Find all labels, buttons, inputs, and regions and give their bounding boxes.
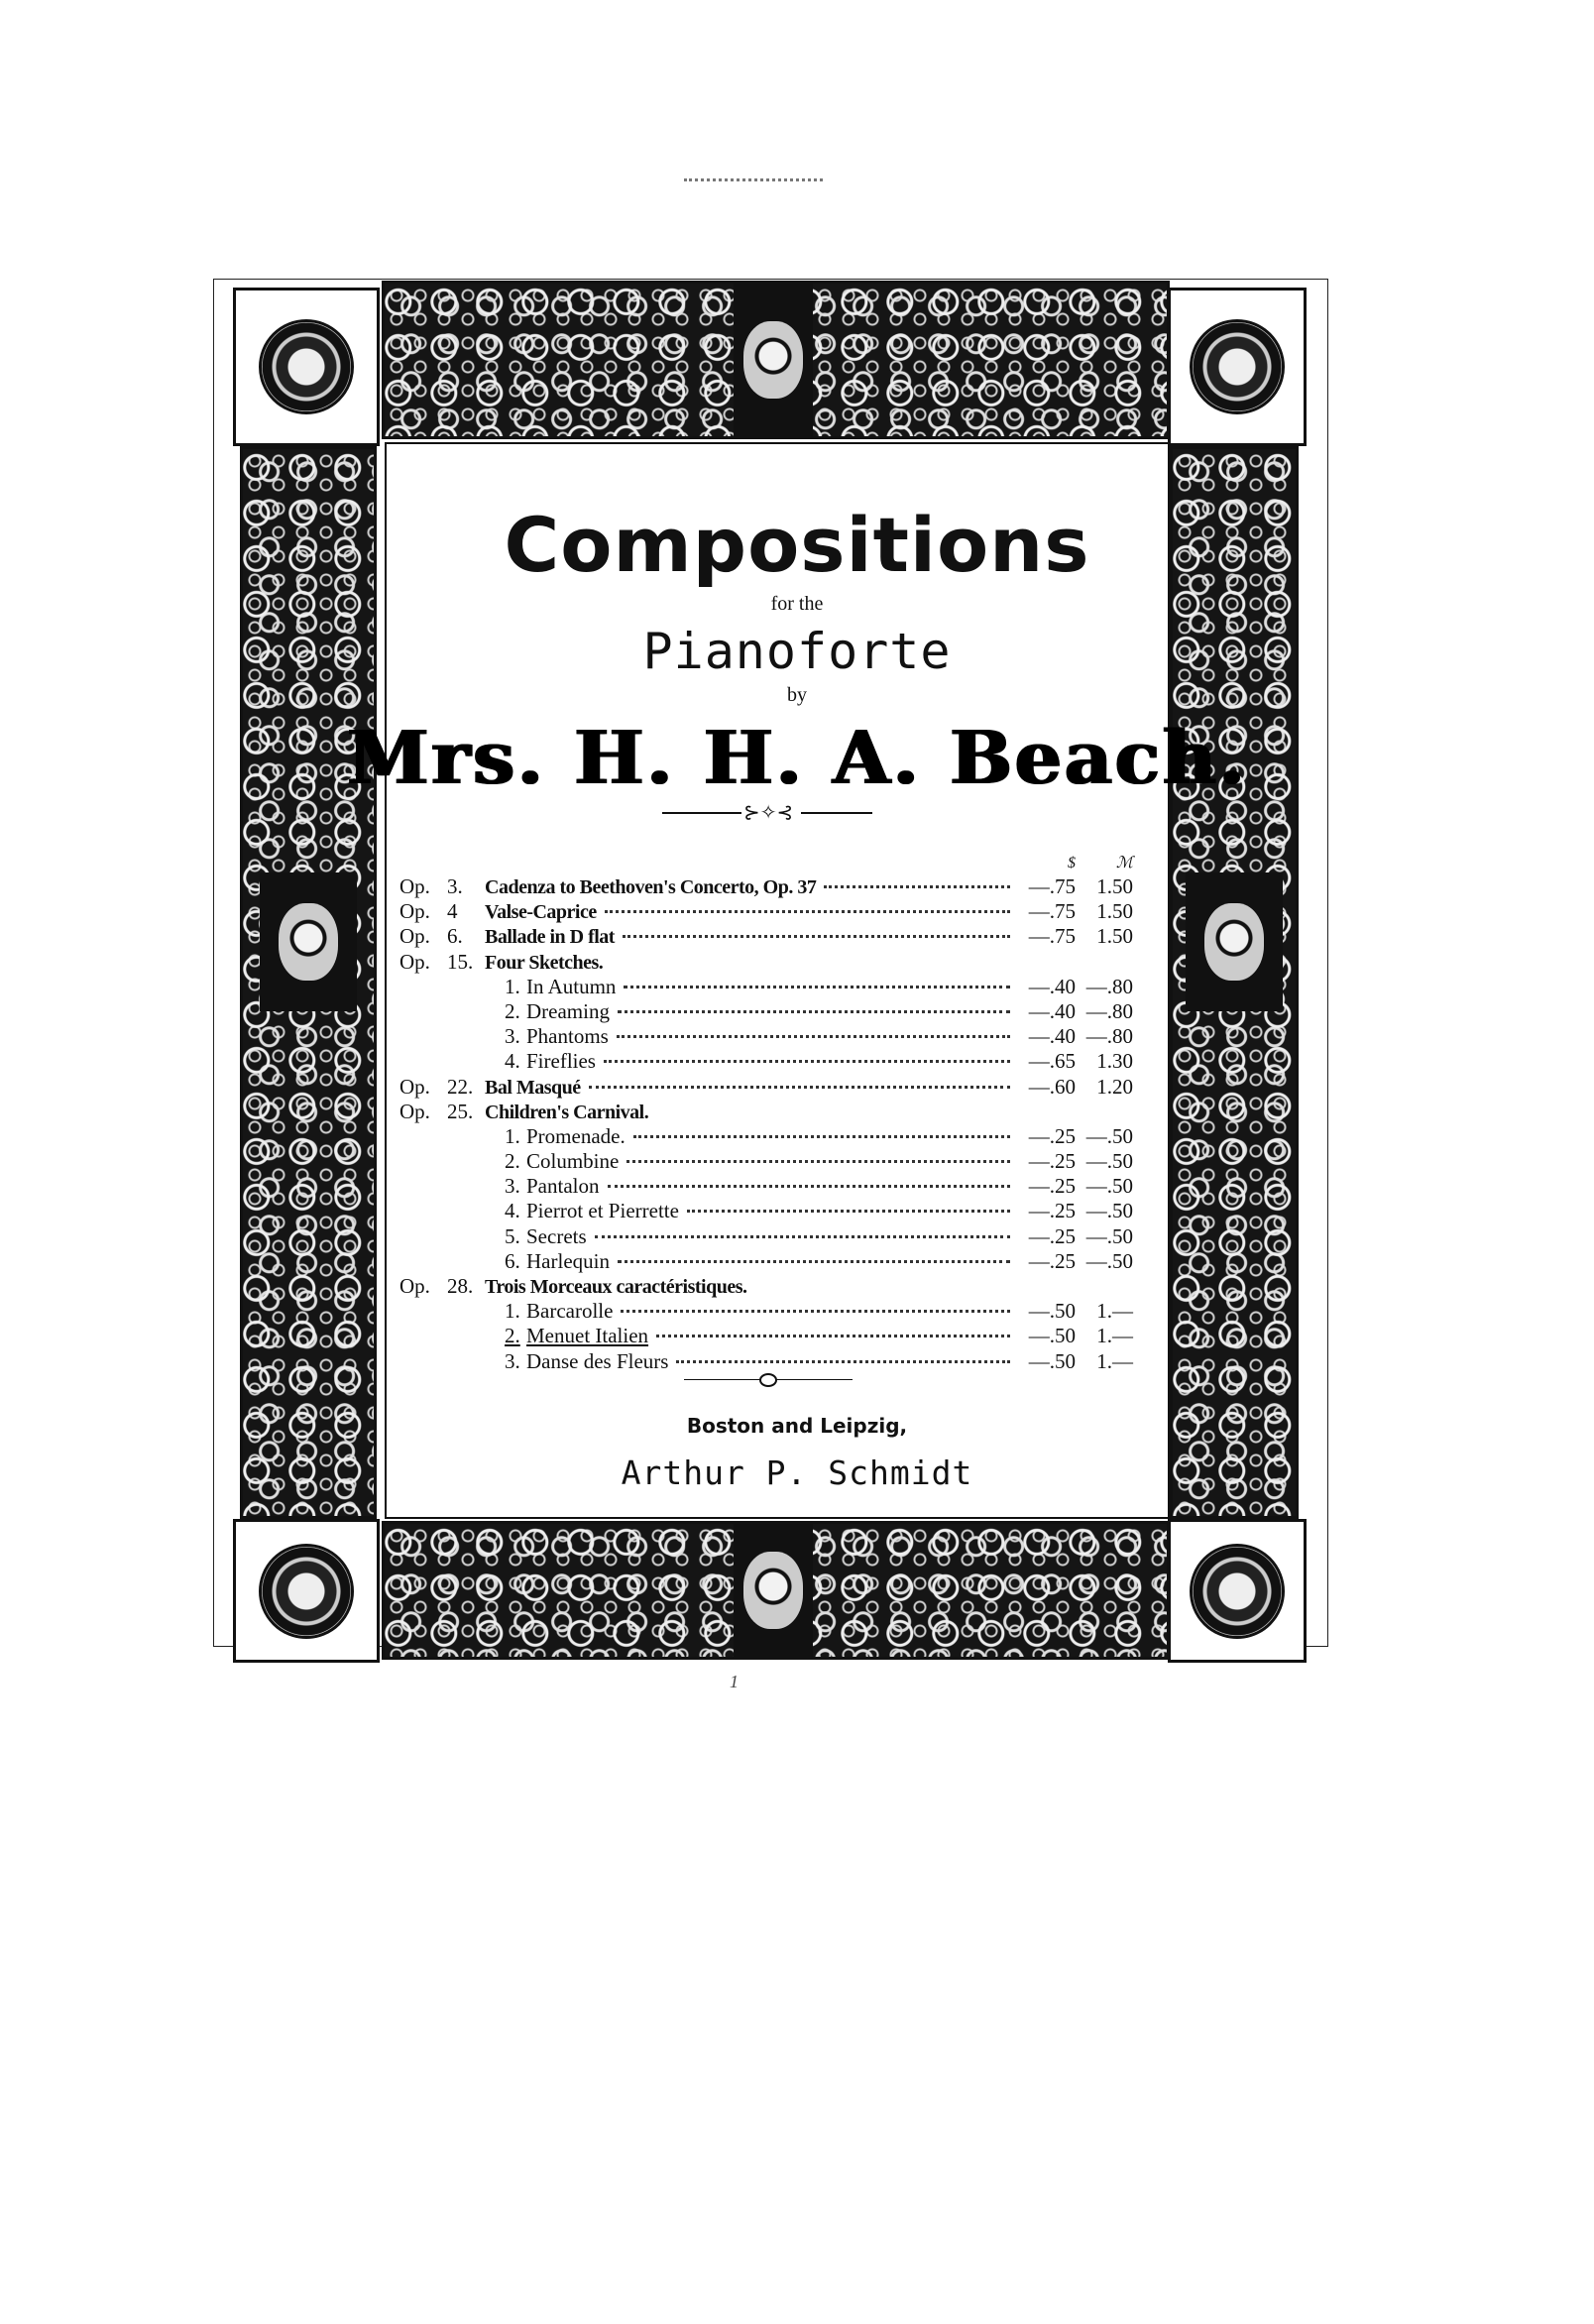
piece-number: 3. — [505, 1024, 520, 1049]
price-marks: —.80 — [1085, 974, 1133, 998]
corner-medallion-top-left — [233, 288, 380, 446]
piece-row — [399, 999, 1133, 1024]
price-dollars: —.25 — [1028, 1174, 1076, 1199]
piece-number: 1. — [505, 974, 520, 998]
divider-line — [801, 812, 872, 814]
currency-dollar-header: $ — [1068, 855, 1076, 872]
piece-title: Promenade. — [526, 1123, 626, 1148]
opus-number: 6. — [447, 924, 463, 949]
cherub-icon — [279, 903, 338, 981]
piece-row — [399, 975, 1133, 999]
flourish-icon: ⊱✧⊰ — [743, 802, 794, 824]
opus-number: 25. — [447, 1099, 474, 1123]
price-marks: 1.50 — [1096, 899, 1133, 924]
piece-title: Menuet Italien — [526, 1324, 649, 1348]
price-dollars: —.25 — [1028, 1248, 1076, 1273]
face-icon — [743, 1552, 803, 1629]
opus-label: Op. — [399, 874, 430, 898]
price-dollars: —.40 — [1028, 998, 1076, 1023]
page-title: Compositions — [504, 501, 1090, 589]
publisher-name: Arthur P. Schmidt — [621, 1453, 973, 1492]
oval-ornament-icon — [759, 1373, 777, 1387]
price-marks: —.80 — [1085, 1024, 1133, 1049]
piece-number: 6. — [505, 1248, 520, 1273]
price-marks: —.50 — [1085, 1174, 1133, 1199]
dot-leader — [624, 986, 1010, 988]
piece-row — [399, 1024, 1133, 1049]
piece-row — [399, 1049, 1133, 1074]
dot-leader — [621, 1310, 1010, 1313]
cherub-icon — [1204, 903, 1264, 981]
dot-leader — [605, 910, 1010, 913]
price-dollars: —.50 — [1028, 1324, 1076, 1348]
price-marks: —.80 — [1085, 998, 1133, 1023]
piece-number: 2. — [505, 1149, 520, 1174]
price-dollars: —.65 — [1028, 1049, 1076, 1074]
portrait-medallion-icon — [259, 319, 354, 414]
price-marks: —.50 — [1085, 1149, 1133, 1174]
dot-leader — [656, 1335, 1010, 1337]
piece-number: 2. — [505, 998, 520, 1023]
piece-title: Fireflies — [526, 1049, 596, 1074]
page-mark: 1 — [730, 1672, 739, 1691]
dot-leader — [608, 1185, 1011, 1188]
opus-label: Op. — [399, 1074, 430, 1099]
divider-ornament-bottom — [684, 1372, 853, 1388]
opus-label: Op. — [399, 924, 430, 949]
piece-title: Danse des Fleurs — [526, 1348, 669, 1373]
piece-title: Dreaming — [526, 998, 610, 1023]
face-icon — [743, 321, 803, 399]
price-dollars: —.75 — [1028, 874, 1076, 898]
price-dollars: —.50 — [1028, 1348, 1076, 1373]
piece-row — [399, 1149, 1133, 1174]
author-name: Mrs. H. H. A. Beach. — [346, 716, 1248, 801]
price-marks: 1.20 — [1096, 1074, 1133, 1099]
piece-row — [399, 1349, 1133, 1374]
opus-title: Children's Carnival. — [485, 1101, 649, 1123]
opus-title: Four Sketches. — [485, 951, 604, 974]
opus-title: Cadenza to Beethoven's Concerto, Op. 37 — [485, 876, 817, 898]
price-marks: 1.50 — [1096, 924, 1133, 949]
piece-title: Pierrot et Pierrette — [526, 1199, 679, 1223]
cherub-ornament-left — [260, 872, 357, 1011]
dot-leader — [604, 1060, 1010, 1063]
subtitle-for-the: for the — [770, 593, 824, 615]
instrument-title: Pianoforte — [642, 623, 952, 680]
piece-title: Phantoms — [526, 1024, 609, 1049]
opus-row — [399, 874, 1133, 899]
piece-title: Pantalon — [526, 1174, 600, 1199]
opus-label: Op. — [399, 949, 430, 974]
corner-medallion-top-right — [1168, 288, 1307, 446]
dot-leader — [618, 1260, 1010, 1263]
piece-row — [399, 1199, 1133, 1223]
publisher-place: Boston and Leipzig, — [686, 1414, 908, 1438]
price-dollars: —.75 — [1028, 899, 1076, 924]
opus-row — [399, 1100, 1133, 1124]
opus-title: Trois Morceaux caractéristiques. — [485, 1276, 747, 1298]
dot-leader — [676, 1360, 1010, 1363]
price-dollars: —.40 — [1028, 974, 1076, 998]
opus-label: Op. — [399, 1099, 430, 1123]
compositions-list — [399, 851, 1133, 1374]
opus-number: 4 — [447, 899, 458, 924]
opus-row — [399, 950, 1133, 975]
currency-header-row — [399, 851, 1133, 874]
piece-title: Secrets — [526, 1223, 587, 1248]
dot-leader — [618, 1010, 1010, 1013]
price-marks: 1.— — [1096, 1299, 1133, 1324]
price-marks: —.50 — [1085, 1199, 1133, 1223]
piece-row — [399, 1299, 1133, 1324]
divider-line — [662, 812, 741, 814]
dot-leader — [617, 1035, 1010, 1038]
dot-leader — [623, 935, 1010, 938]
price-dollars: —.40 — [1028, 1024, 1076, 1049]
opus-label: Op. — [399, 899, 430, 924]
corner-medallion-bottom-right — [1168, 1519, 1307, 1663]
dot-leader — [595, 1235, 1010, 1238]
opus-label: Op. — [399, 1274, 430, 1298]
price-marks: 1.30 — [1096, 1049, 1133, 1074]
cherub-ornament-right — [1186, 872, 1283, 1011]
dot-leader — [687, 1210, 1010, 1213]
piece-number: 4. — [505, 1049, 520, 1074]
piece-title: Harlequin — [526, 1248, 610, 1273]
piece-number: 3. — [505, 1174, 520, 1199]
piece-row — [399, 1174, 1133, 1199]
opus-number: 28. — [447, 1274, 474, 1298]
opus-row — [399, 1274, 1133, 1299]
price-marks: 1.— — [1096, 1324, 1133, 1348]
price-dollars: —.60 — [1028, 1074, 1076, 1099]
mask-ornament-top — [734, 281, 813, 439]
price-marks: —.50 — [1085, 1123, 1133, 1148]
dot-leader — [589, 1086, 1010, 1089]
corner-medallion-bottom-left — [233, 1519, 380, 1663]
piece-title: Barcarolle — [526, 1299, 614, 1324]
dot-leader — [633, 1135, 1010, 1138]
top-ink-mark — [684, 178, 823, 187]
piece-number: 1. — [505, 1123, 520, 1148]
opus-number: 22. — [447, 1074, 474, 1099]
price-marks: 1.— — [1096, 1348, 1133, 1373]
mask-ornament-bottom — [734, 1521, 813, 1660]
dot-leader — [824, 885, 1010, 888]
piece-number: 5. — [505, 1223, 520, 1248]
opus-row — [399, 899, 1133, 924]
piece-row — [399, 1324, 1133, 1348]
piece-row — [399, 1249, 1133, 1274]
opus-title: Ballade in D flat — [485, 926, 615, 949]
price-dollars: —.25 — [1028, 1123, 1076, 1148]
opus-title: Bal Masqué — [485, 1076, 581, 1099]
price-marks: 1.50 — [1096, 874, 1133, 898]
price-marks: —.50 — [1085, 1223, 1133, 1248]
opus-row — [399, 924, 1133, 949]
portrait-medallion-icon — [259, 1544, 354, 1639]
subtitle-by: by — [787, 684, 807, 706]
price-marks: —.50 — [1085, 1248, 1133, 1273]
portrait-medallion-icon — [1190, 1544, 1285, 1639]
piece-number: 3. — [505, 1348, 520, 1373]
divider-ornament-top — [662, 803, 872, 823]
opus-row — [399, 1075, 1133, 1100]
piece-number: 2. — [505, 1324, 520, 1348]
piece-number: 1. — [505, 1299, 520, 1324]
opus-title: Valse-Caprice — [485, 901, 597, 924]
price-dollars: —.25 — [1028, 1149, 1076, 1174]
piece-title: In Autumn — [526, 974, 617, 998]
piece-row — [399, 1224, 1133, 1249]
piece-number: 4. — [505, 1199, 520, 1223]
price-dollars: —.75 — [1028, 924, 1076, 949]
price-dollars: —.25 — [1028, 1199, 1076, 1223]
dot-leader — [626, 1160, 1010, 1163]
currency-mark-header: ℳ — [1115, 855, 1133, 872]
price-dollars: —.50 — [1028, 1299, 1076, 1324]
piece-row — [399, 1124, 1133, 1149]
opus-number: 3. — [447, 874, 463, 898]
price-dollars: —.25 — [1028, 1223, 1076, 1248]
piece-title: Columbine — [526, 1149, 620, 1174]
portrait-medallion-icon — [1190, 319, 1285, 414]
opus-number: 15. — [447, 949, 474, 974]
